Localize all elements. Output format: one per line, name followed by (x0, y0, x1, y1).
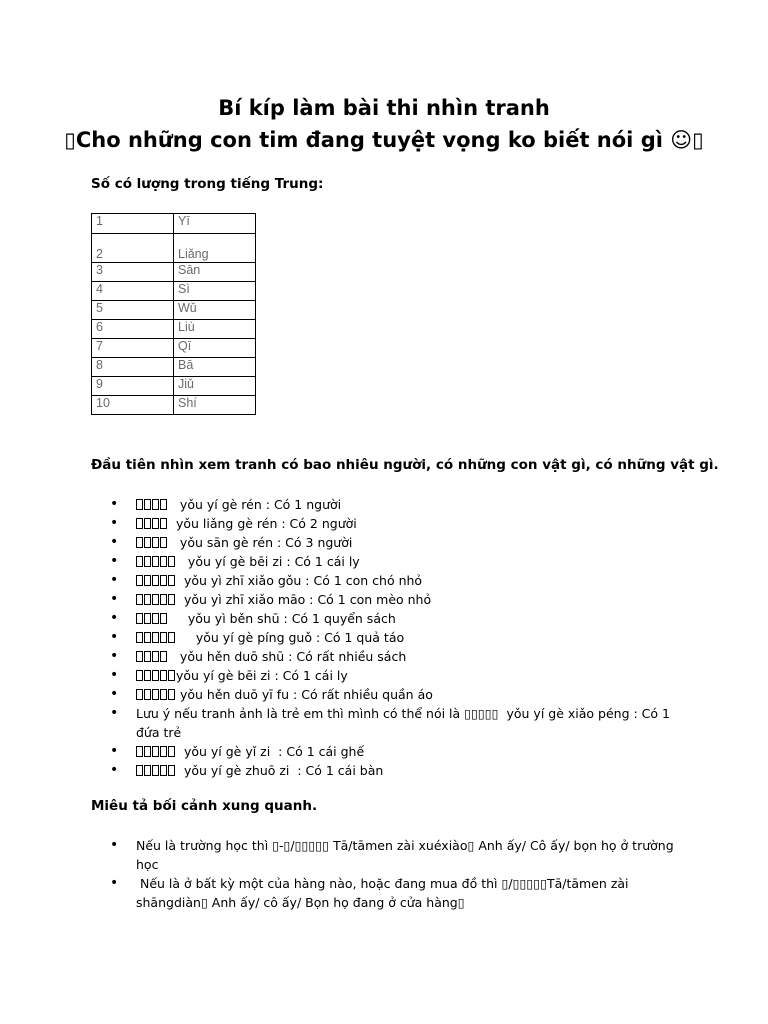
pinyin-cell: Yī (174, 214, 256, 234)
pinyin-cell: Qī (174, 339, 256, 358)
list-item-text: yǒu sān gè rén : Có 3 người (168, 535, 353, 550)
number-cell: 4 (92, 282, 174, 301)
missing-glyph-icon (136, 649, 168, 664)
pinyin-cell: Wǔ (174, 301, 256, 320)
pinyin-cell: Sān (174, 263, 256, 282)
missing-glyph-icon (136, 687, 176, 702)
list-item (91, 704, 691, 742)
list-item (91, 836, 691, 874)
table-row (92, 263, 256, 282)
list-item (91, 609, 691, 628)
list-item (91, 628, 691, 647)
number-cell: 3 (92, 263, 174, 282)
list-item (91, 552, 691, 571)
list-item-text: Nếu là trường học thì ▯-▯/▯▯▯▯▯ Tā/tāmen zài xuéxiào▯ Anh ấy/ Cô ấy/ bọn họ ở trường học (136, 838, 678, 872)
table-row (92, 377, 256, 396)
missing-glyph-icon (136, 592, 176, 607)
context-heading: Miêu tả bối cảnh xung quanh. (91, 798, 318, 814)
list-item-text: Nếu là ở bất kỳ một của hàng nào, hoặc đang mua đồ thì ▯/▯▯▯▯▯Tā/tāmen zài shāngdiàn▯ Anh ấy/ cô ấy/ Bọn họ đang ở cửa hàng▯ (136, 876, 633, 910)
list-item-text: yǒu yí gè rén : Có 1 người (168, 497, 342, 512)
table-row (92, 214, 256, 234)
list-item (91, 666, 691, 685)
missing-glyph-icon (136, 763, 176, 778)
missing-glyph-icon (136, 573, 176, 588)
context-list (91, 836, 691, 912)
table-row (92, 320, 256, 339)
number-cell: 9 (92, 377, 174, 396)
table-row (92, 301, 256, 320)
missing-glyph-icon (136, 554, 176, 569)
list-item (91, 874, 691, 912)
list-item-text: yǒu yí gè bēi zi : Có 1 cái ly (176, 554, 360, 569)
number-cell: 7 (92, 339, 174, 358)
missing-glyph-icon (136, 516, 168, 531)
missing-glyph-icon (136, 668, 176, 683)
number-cell: 6 (92, 320, 174, 339)
missing-glyph-icon (136, 744, 176, 759)
number-cell: 10 (92, 396, 174, 415)
table-row (92, 396, 256, 415)
pinyin-cell: Liǎng (174, 234, 256, 263)
list-item (91, 761, 691, 780)
number-cell: 2 (92, 234, 174, 263)
table-row (92, 234, 256, 263)
people-list (91, 495, 691, 780)
number-cell: 8 (92, 358, 174, 377)
pinyin-cell: Jiǔ (174, 377, 256, 396)
list-item (91, 685, 691, 704)
missing-glyph-icon (136, 611, 168, 626)
list-item (91, 742, 691, 761)
list-item (91, 495, 691, 514)
list-item-text: yǒu yí gè yǐ zi : Có 1 cái ghế (176, 744, 365, 759)
document-title: Bí kíp làm bài thi nhìn tranh (218, 96, 550, 120)
people-heading: Đầu tiên nhìn xem tranh có bao nhiêu người, có những con vật gì, có những vật gì. (91, 457, 719, 473)
numbers-heading: Số có lượng trong tiếng Trung: (91, 176, 324, 192)
pinyin-cell: Shí (174, 396, 256, 415)
list-item (91, 514, 691, 533)
list-item-text: yǒu yí gè zhuō zi : Có 1 cái bàn (176, 763, 384, 778)
missing-glyph-icon (136, 630, 176, 645)
list-item-text: Lưu ý nếu tranh ảnh là trẻ em thì mình có thể nói là ▯▯▯▯▯ yǒu yí gè xiǎo péng : Có 1 đứa trẻ (136, 706, 674, 740)
list-item (91, 590, 691, 609)
number-cell: 1 (92, 214, 174, 234)
list-item-text: yǒu yì zhī xiǎo māo : Có 1 con mèo nhỏ (176, 592, 432, 607)
list-item-text: yǒu yì zhī xiǎo gǒu : Có 1 con chó nhỏ (176, 573, 423, 588)
list-item-text: yǒu hěn duō shū : Có rất nhiều sách (168, 649, 407, 664)
list-item (91, 647, 691, 666)
list-item (91, 533, 691, 552)
table-row (92, 339, 256, 358)
number-cell: 5 (92, 301, 174, 320)
pinyin-cell: Liù (174, 320, 256, 339)
list-item-text: yǒu hěn duō yī fu : Có rất nhiều quần áo (176, 687, 433, 702)
document-subtitle: ▯Cho những con tim đang tuyệt vọng ko biết nói gì ☺▯ (64, 128, 704, 152)
table-row (92, 358, 256, 377)
list-item-text: yǒu yí gè píng guǒ : Có 1 quả táo (176, 630, 405, 645)
numbers-table (91, 213, 256, 415)
missing-glyph-icon (136, 535, 168, 550)
table-row (92, 282, 256, 301)
missing-glyph-icon (136, 497, 168, 512)
pinyin-cell: Sì (174, 282, 256, 301)
list-item-text: yǒu yì běn shū : Có 1 quyển sách (168, 611, 396, 626)
list-item-text: yǒu liǎng gè rén : Có 2 người (168, 516, 357, 531)
pinyin-cell: Bā (174, 358, 256, 377)
list-item-text: yǒu yí gè bēi zi : Có 1 cái ly (176, 668, 348, 683)
list-item (91, 571, 691, 590)
